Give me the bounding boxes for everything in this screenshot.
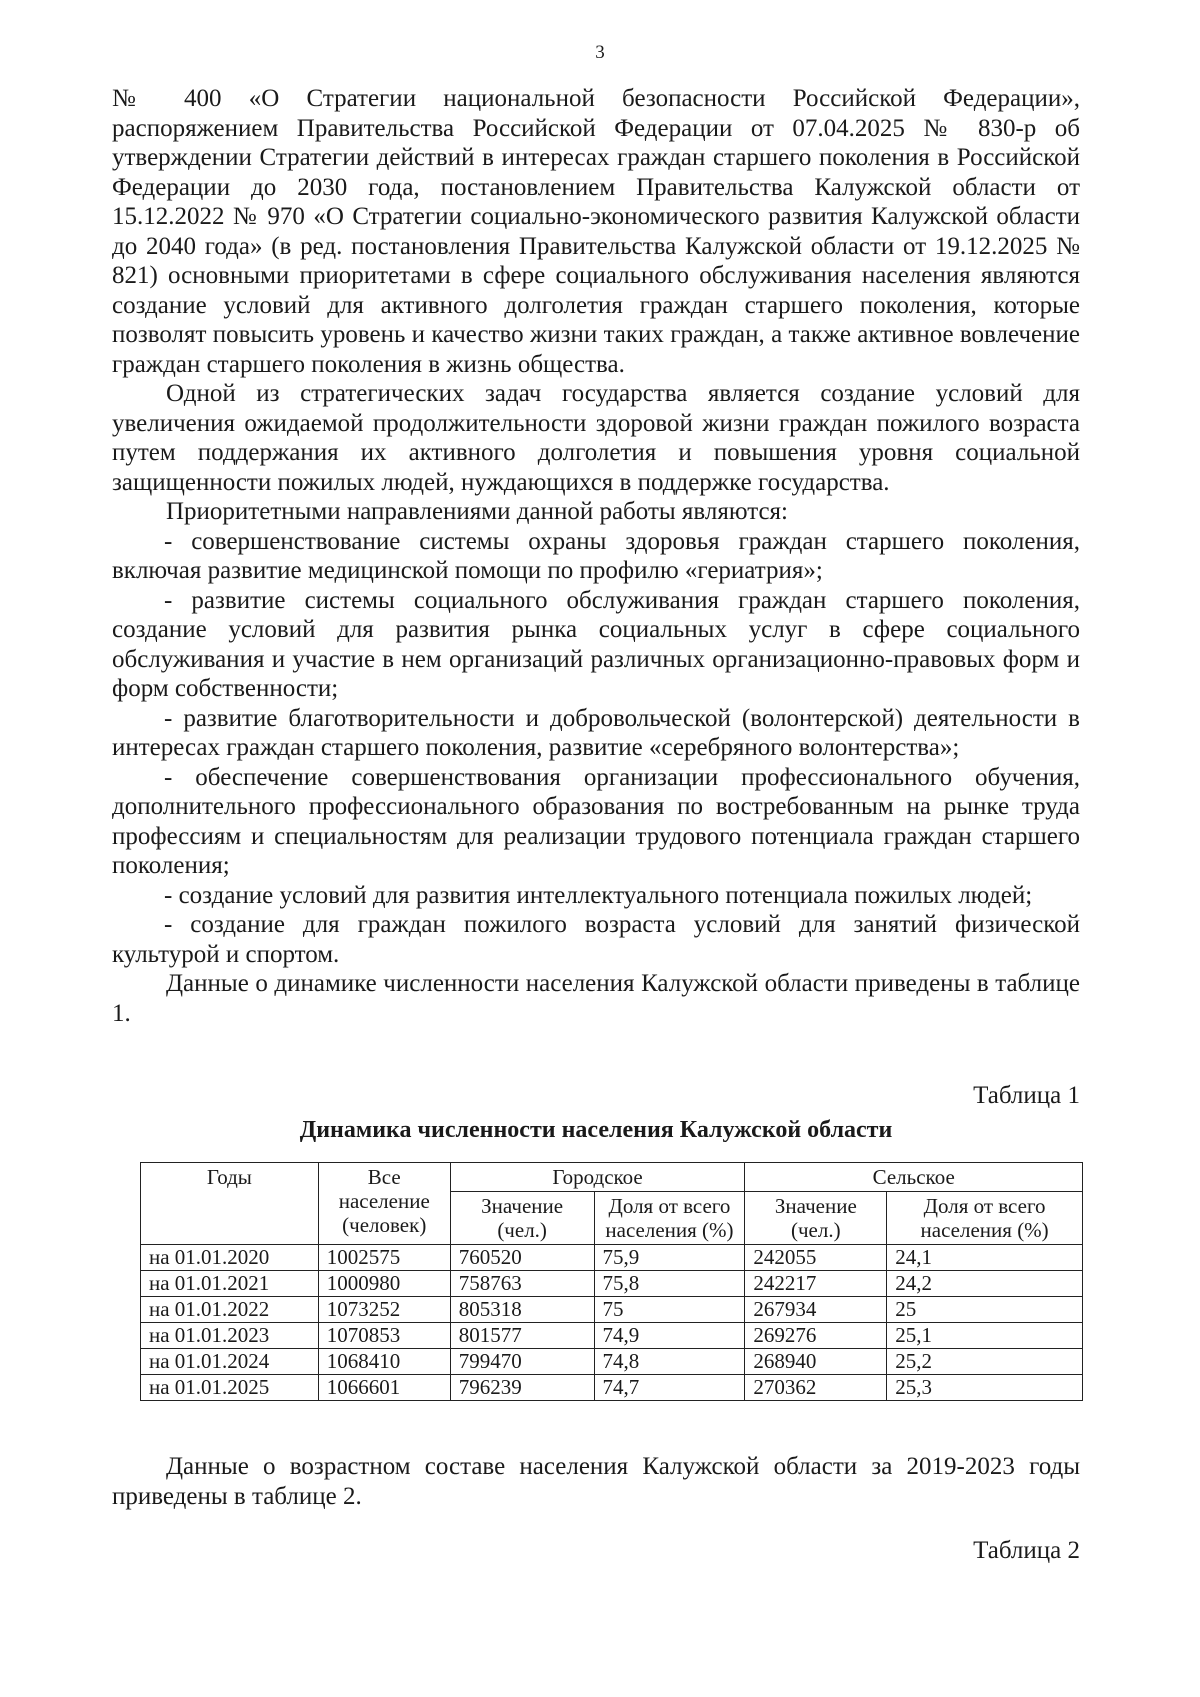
header-years: Годы: [141, 1163, 319, 1245]
paragraph-strategy-continuation: № 400 «О Стратегии национальной безопасности Российской Федерации», распоряжением Правительства Российской Федерации от 07.04.2025 № 830-р об утверждении Стратегии действий в интересах граждан старшего поколения в Российской Федерации до 2030 года, постановлением Правительства Калужской области от 15.12.2022 № 970 «О Стратегии социально-экономического развития Калужской области до 2040 года» (в ред. постановления Правительства Калужской области от 19.12.2025 № 821) основными приоритетами в сфере социального обслуживания населения являются создание условий для активного долголетия граждан старшего поколения, которые позволят повысить уровень и качество жизни таких граждан, а также активное вовлечение граждан старшего поколения в жизнь общества.: [112, 85, 1080, 378]
list-item-social-services: - развитие системы социального обслуживания граждан старшего поколения, создание условий для развития рынка социальных услуг в сфере социального обслуживания и участие в нем организаций различных организационно-правовых форм и форм собственности;: [112, 586, 1080, 702]
header-urban: Городское: [450, 1163, 745, 1192]
header-urban-share: Доля от всего населения (%): [594, 1192, 745, 1245]
cell-urban-share: 74,7: [594, 1375, 745, 1401]
cell-urban-share: 75,8: [594, 1271, 745, 1297]
cell-rural-share: 25,1: [887, 1323, 1083, 1349]
paragraph-table2-reference: Данные о возрастном составе населения Калужской области за 2019-2023 годы приведены в таблице 2.: [112, 1453, 1080, 1510]
cell-rural-value: 269276: [745, 1323, 887, 1349]
cell-total: 1070853: [318, 1323, 450, 1349]
cell-rural-share: 24,1: [887, 1245, 1083, 1271]
cell-year: на 01.01.2022: [141, 1297, 319, 1323]
cell-rural-share: 25,2: [887, 1349, 1083, 1375]
table-row: [141, 1375, 1083, 1401]
cell-rural-share: 25,3: [887, 1375, 1083, 1401]
cell-rural-share: 24,2: [887, 1271, 1083, 1297]
table-row: [141, 1297, 1083, 1323]
list-item-volunteering: - развитие благотворительности и добровольческой (волонтерской) деятельности в интересах граждан старшего поколения, развитие «серебряного волонтерства»;: [112, 704, 1080, 761]
cell-total: 1066601: [318, 1375, 450, 1401]
header-rural-share: Доля от всего населения (%): [887, 1192, 1083, 1245]
cell-urban-share: 75,9: [594, 1245, 745, 1271]
list-item-intellectual: - создание условий для развития интеллектуального потенциала пожилых людей;: [164, 881, 1033, 909]
cell-urban-value: 796239: [450, 1375, 594, 1401]
header-rural-value: Значение (чел.): [745, 1192, 887, 1245]
table1-title: Динамика численности населения Калужской области: [299, 1117, 893, 1143]
body-text: [112, 84, 1080, 1028]
cell-total: 1002575: [318, 1245, 450, 1271]
cell-total: 1073252: [318, 1297, 450, 1323]
cell-year: на 01.01.2020: [141, 1245, 319, 1271]
header-total-population: Все население (человек): [318, 1163, 450, 1245]
after-table-text: [112, 1452, 1080, 1512]
cell-urban-share: 74,8: [594, 1349, 745, 1375]
cell-rural-value: 267934: [745, 1297, 887, 1323]
population-table: [140, 1162, 1083, 1401]
paragraph-priorities-intro: Приоритетными направлениями данной работы являются:: [166, 498, 788, 525]
cell-total: 1068410: [318, 1349, 450, 1375]
cell-urban-value: 805318: [450, 1297, 594, 1323]
cell-urban-share: 75: [594, 1297, 745, 1323]
page-number: 3: [595, 42, 605, 63]
table-row: [141, 1349, 1083, 1375]
header-urban-value: Значение (чел.): [450, 1192, 594, 1245]
cell-year: на 01.01.2025: [141, 1375, 319, 1401]
list-item-healthcare: - совершенствование системы охраны здоровья граждан старшего поколения, включая развитие медицинской помощи по профилю «гериатрия»;: [112, 527, 1080, 584]
header-rural: Сельское: [745, 1163, 1083, 1192]
cell-year: на 01.01.2024: [141, 1349, 319, 1375]
cell-rural-value: 242055: [745, 1245, 887, 1271]
table-row: [141, 1245, 1083, 1271]
cell-urban-value: 799470: [450, 1349, 594, 1375]
table2-label: Таблица 2: [973, 1537, 1080, 1564]
cell-urban-value: 758763: [450, 1271, 594, 1297]
cell-urban-share: 74,9: [594, 1323, 745, 1349]
cell-urban-value: 801577: [450, 1323, 594, 1349]
cell-rural-value: 270362: [745, 1375, 887, 1401]
table-row: [141, 1271, 1083, 1297]
paragraph-table1-reference: Данные о динамике численности населения Калужской области приведены в таблице 1.: [112, 970, 1080, 1027]
cell-rural-value: 242217: [745, 1271, 887, 1297]
cell-year: на 01.01.2023: [141, 1323, 319, 1349]
cell-rural-share: 25: [887, 1297, 1083, 1323]
cell-year: на 01.01.2021: [141, 1271, 319, 1297]
list-item-sport: - создание для граждан пожилого возраста условий для занятий физической культурой и спортом.: [112, 911, 1080, 968]
paragraph-strategic-task: Одной из стратегических задач государства является создание условий для увеличения ожидаемой продолжительности здоровой жизни граждан пожилого возраста путем поддержания их активного долголетия и повышения уровня социальной защищенности пожилых людей, нуждающихся в поддержке государства.: [112, 380, 1080, 496]
table1-label: Таблица 1: [973, 1082, 1080, 1109]
cell-urban-value: 760520: [450, 1245, 594, 1271]
cell-total: 1000980: [318, 1271, 450, 1297]
cell-rural-value: 268940: [745, 1349, 887, 1375]
table-row: [141, 1323, 1083, 1349]
list-item-education: - обеспечение совершенствования организации профессионального обучения, дополнительного профессионального образования по востребованным на рынке труда профессиям и специальностям для реализации трудового потенциала граждан старшего поколения;: [112, 763, 1080, 879]
